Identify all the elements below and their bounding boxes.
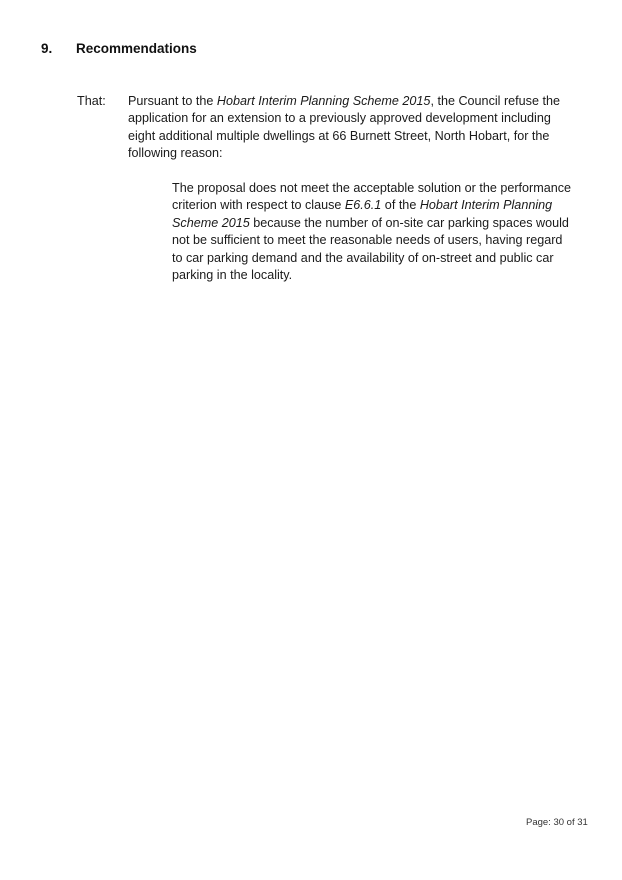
resolution-text bbox=[128, 93, 568, 163]
resolution-label: That: bbox=[77, 94, 106, 108]
reason-text-part: of the bbox=[381, 198, 420, 213]
section-heading bbox=[41, 41, 197, 56]
reason-paragraph bbox=[172, 180, 572, 284]
resolution-text-part: , the Council refuse the application for an extension to a previously approved development including eight additional multiple dwellings at 66 Burnett Street, North Hobart, for the following reason: bbox=[128, 94, 560, 161]
page-number-footer: Page: 30 of 31 bbox=[526, 817, 588, 828]
reason-text-part: The proposal does not meet the acceptable solution or the performance criterion with respect to clause bbox=[172, 181, 572, 213]
resolution-paragraph bbox=[77, 93, 577, 163]
section-title: Recommendations bbox=[76, 41, 197, 56]
resolution-text-part: Pursuant to the bbox=[128, 94, 217, 108]
reason-text-part: because the number of on-site car parking spaces would not be sufficient to meet the reasonable needs of users, having regard to car parking demand and the availability of on-street and public car parking in the locality. bbox=[172, 215, 569, 283]
planning-scheme-title: Hobart Interim Planning Scheme 2015 bbox=[216, 94, 431, 108]
clause-reference: E6.6.1 bbox=[344, 198, 382, 213]
section-number: 9. bbox=[41, 41, 53, 56]
planning-scheme-title: Hobart Interim Planning Scheme 2015 bbox=[172, 198, 553, 230]
